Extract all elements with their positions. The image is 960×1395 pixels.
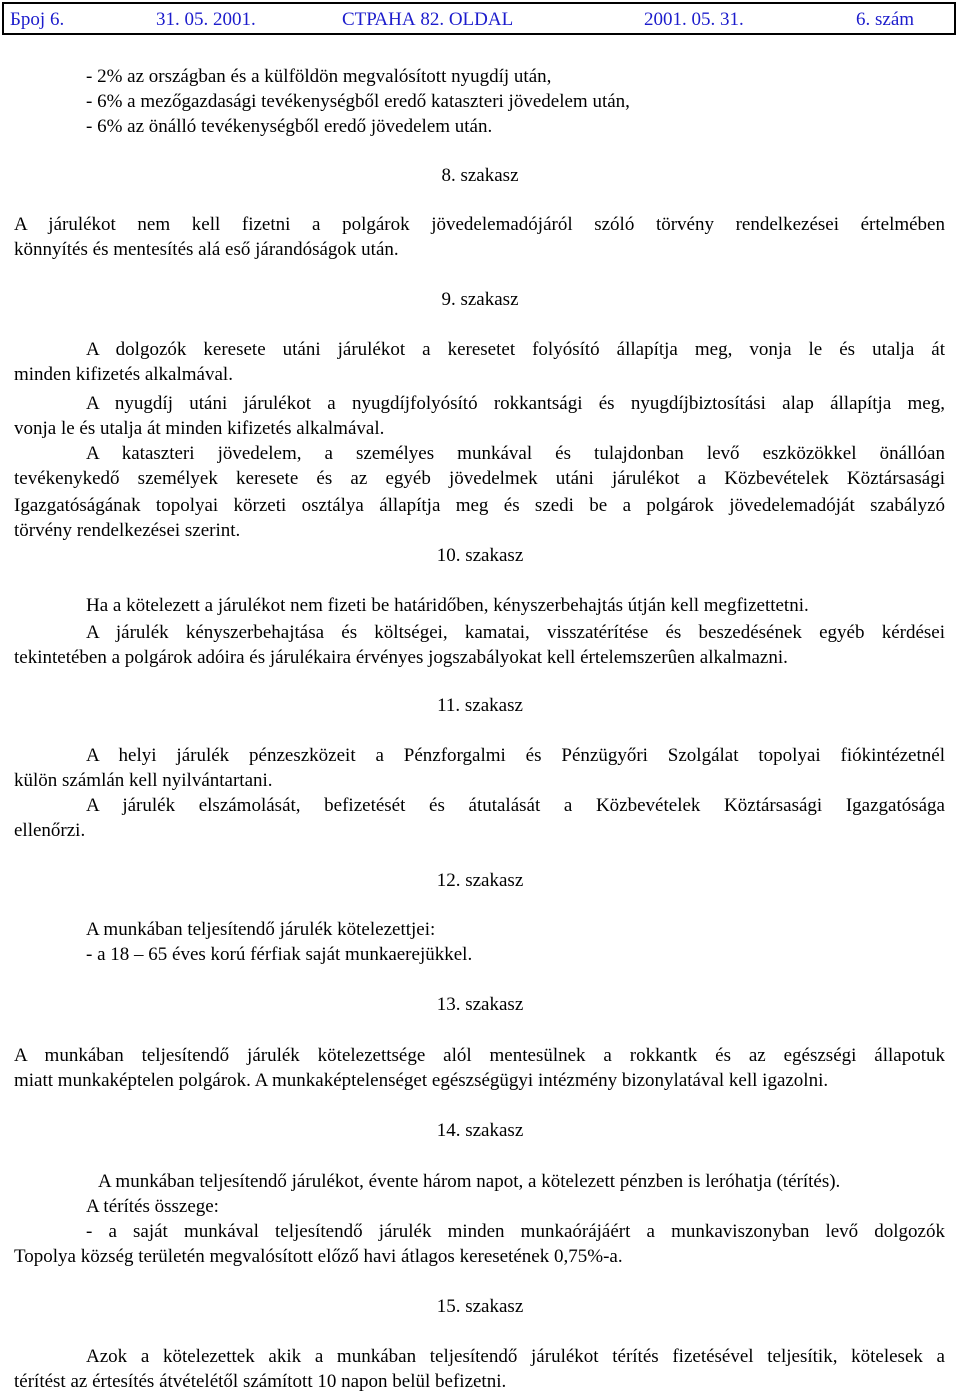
paragraph-line: A helyi járulék pénzeszközeit a Pénzforgalmi és Pénzügyőri Szolgálat topolyai fiókintézetnél <box>86 745 945 766</box>
section-heading: 12. szakasz <box>436 870 524 891</box>
header-date-left: 31. 05. 2001. <box>156 9 256 30</box>
list-item: - 6% a mezőgazdasági tevékenységből eredő kataszteri jövedelem után, <box>86 91 630 112</box>
paragraph-line: A munkában teljesítendő járulék kötelezettsége alól mentesülnek a rokkantk és az egészségi állapotuk <box>14 1045 945 1066</box>
header-page-number: СТРАНА 82. OLDAL <box>342 9 514 30</box>
paragraph-line: Igazgatóságának topolyai körzeti osztálya állapítja meg és szedi be a polgárok jövedelemadóját szabályzó <box>14 495 945 516</box>
paragraph-line: Azok a kötelezettek akik a munkában teljesítendő járulékot térítés fizetésével teljesítik, kötelesek a <box>86 1346 945 1367</box>
paragraph-line: ellenőrzi. <box>14 820 86 841</box>
section-heading: 15. szakasz <box>436 1296 524 1317</box>
paragraph-line: A dolgozók keresete utáni járulékot a keresetet folyósító állapítja meg, vonja le és utalja át <box>86 339 945 360</box>
paragraph-line: miatt munkaképtelen polgárok. A munkaképtelenséget egészségügyi intézmény bizonylatával kell igazolni. <box>14 1070 829 1091</box>
paragraph-line: Ha a kötelezett a járulékot nem fizeti be határidőben, kényszerbehajtás útján kell megfizettetni. <box>86 595 809 616</box>
list-item: - a saját munkával teljesítendő járulék minden munkaórájáért a munkaviszonyban levő dolgozók <box>86 1221 945 1242</box>
paragraph-line: A térítés összege: <box>86 1196 219 1217</box>
list-item: - 6% az önálló tevékenységből eredő jövedelem után. <box>86 116 493 137</box>
paragraph-line: térítést az értesítés átvételétől számított 10 napon belül befizetni. <box>14 1371 507 1392</box>
list-item: - 2% az országban és a külföldön megvalósított nyugdíj után, <box>86 66 552 87</box>
paragraph-line: A járulék kényszerbehajtása és költségei, kamatai, visszatérítése és beszedésének egyéb kérdései <box>86 622 945 643</box>
paragraph-line: tevékenykedő személyek keresete és az egyéb jövedelmek utáni járulékot a Közbevételek Köztársasági <box>14 468 945 489</box>
paragraph-line: A járulék elszámolását, befizetését és átutalását a Közbevételek Köztársasági Igazgatósága <box>86 795 945 816</box>
paragraph-line: A munkában teljesítendő járulékot, évente három napot, a kötelezett pénzben is leróhatja (térítés). <box>98 1171 841 1192</box>
header-issue-cyrillic: Број 6. <box>10 9 65 30</box>
paragraph-line: A járulékot nem kell fizetni a polgárok jövedelemadójáról szóló törvény rendelkezései értelmében <box>14 214 945 235</box>
paragraph-line: törvény rendelkezései szerint. <box>14 520 241 541</box>
header-date-right: 2001. 05. 31. <box>644 9 744 30</box>
list-item: - a 18 – 65 éves korú férfiak saját munkaerejükkel. <box>86 944 473 965</box>
paragraph-line: Topolya község területén megvalósított előző havi átlagos keresetének 0,75%-a. <box>14 1246 623 1267</box>
paragraph-line: külön számlán kell nyilvántartani. <box>14 770 273 791</box>
section-heading: 14. szakasz <box>436 1120 524 1141</box>
section-heading: 11. szakasz <box>437 695 523 716</box>
section-heading: 9. szakasz <box>441 289 519 310</box>
section-heading: 13. szakasz <box>436 994 524 1015</box>
paragraph-line: tekintetében a polgárok adóira és járulékaira érvényes jogszabályokat kell értelemszerûen alkalmazni. <box>14 647 788 668</box>
paragraph-line: vonja le és utalja át minden kifizetés alkalmával. <box>14 418 385 439</box>
paragraph-line: A kataszteri jövedelem, a személyes munkával és tulajdonban levő eszközökkel önállóan <box>86 443 945 464</box>
paragraph-line: könnyítés és mentesítés alá eső járandóságok után. <box>14 239 399 260</box>
section-heading: 8. szakasz <box>441 165 519 186</box>
paragraph-line: A nyugdíj utáni járulékot a nyugdíjfolyósító rokkantsági és nyugdíjbiztosítási alap állapítja meg, <box>86 393 945 414</box>
section-heading: 10. szakasz <box>436 545 524 566</box>
header-issue-hungarian: 6. szám <box>856 9 915 30</box>
paragraph-line: minden kifizetés alkalmával. <box>14 364 233 385</box>
paragraph-line: A munkában teljesítendő járulék kötelezettjei: <box>86 919 436 940</box>
